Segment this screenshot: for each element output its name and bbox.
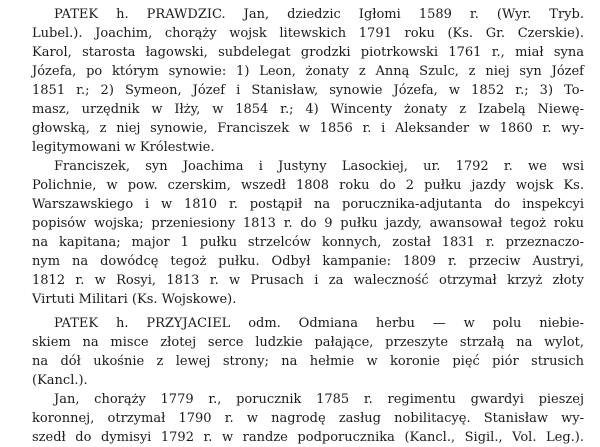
text-line: PATEK h. PRZYJACIEL odm. Odmiana herbu — w polu niebie- [54, 316, 584, 331]
text-line: Józefa, po którym synowie: 1) Leon, żonaty z Anną Szulc, z niej syn Józef [32, 64, 584, 79]
text-line: PATEK h. PRAWDZIC. Jan, dziedzic Igłomi 1589 r. (Wyr. Tryb. [54, 7, 584, 22]
text-line: Franciszek, syn Joachima i Justyny Lasockiej, ur. 1792 r. we wsi [54, 159, 584, 174]
text-line: koronnej, otrzymał 1790 r. w nagrodę zasług nobilitacyę. Stanisław wy- [32, 411, 584, 426]
text-line: masz, urzędnik w Iłży, w 1854 r.; 4) Wincenty żonaty z Izabelą Niewę- [32, 102, 584, 117]
text-line: Karol, starosta łagowski, subdelegat grodzki piotrkowski 1761 r., miał syna [32, 45, 584, 60]
text-line: 1812 r. w Rosyi, 1813 r. w Prusach i za waleczność otrzymał krzyż złoty [32, 273, 584, 288]
document-page [32, 0, 584, 443]
text-line: nym na dowódcę tegoż pułku. Odbył kampanie: 1809 r. przeciw Austryi, [32, 254, 584, 269]
text-line: Lubel.). Joachim, chorąży wojsk litewskich 1791 roku (Ks. Gr. Czerskie). [32, 26, 584, 41]
text-line: szedł do dymisyi 1792 r. w randze podporucznika (Kancl., Sigil., Vol. Leg.). [32, 430, 584, 445]
text-line: Jan, chorąży 1779 r., porucznik 1785 r. regimentu gwardyi pieszej [54, 392, 584, 407]
text-line: legitymowani w Królestwie. [32, 140, 215, 155]
text-line: na kapitana; major 1 pułku strzelców konnych, został 1831 r. przeznaczo- [32, 235, 584, 250]
text-line: 1851 r.; 2) Symeon, Józef i Stanisław, synowie Józefa, w 1852 r.; 3) To- [32, 83, 584, 98]
text-line: Polichnie, w pow. czerskim, wszedł 1808 roku do 2 pułku jazdy wojsk Ks. [32, 178, 584, 193]
text-line: Virtuti Militari (Ks. Wojskowe). [32, 292, 237, 307]
text-line: (Kancl.). [32, 373, 88, 388]
text-line: na dół ukośnie z lewej strony; na hełmie w koronie pięć piór strusich [32, 354, 584, 369]
text-line: popisów wojska; przeniesiony 1813 r. do 9 pułku jazdy, awansował tegoż roku [32, 216, 584, 231]
text-line: skiem na misce złotej serce ludzkie pałające, przeszyte strzałą na wylot, [32, 335, 584, 350]
text-line: Warszawskiego i w 1810 r. postąpił na porucznika-adjutanta do inspekcyi [32, 197, 584, 212]
text-line: głowską, z niej synowie, Franciszek w 1856 r. i Aleksander w 1860 r. wy- [32, 121, 584, 136]
